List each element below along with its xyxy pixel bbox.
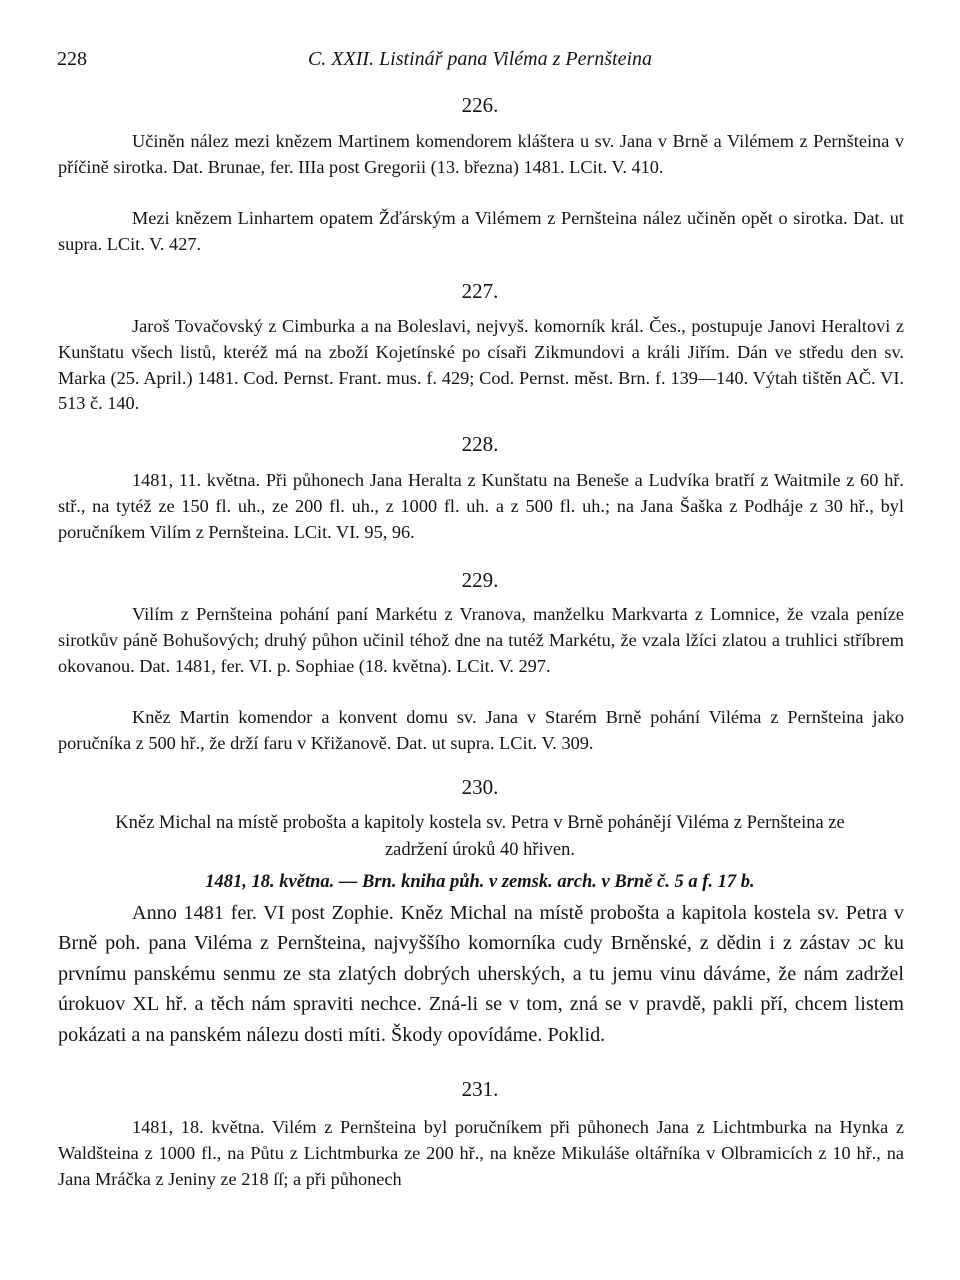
page-number: 228: [57, 48, 87, 70]
entry-226-paragraph-1: Učiněn nález mezi knězem Martinem komendorem kláštera u sv. Jana v Brně a Vilémem z Pernšteina v příčině sirotka. Dat. Brunae, fer. IIIa post Gregorii (13. března) 1481. LCit. V. 410.: [58, 131, 904, 177]
entry-226-paragraph-2: Mezi knězem Linhartem opatem Žďárským a Vilémem z Pernšteina nález učiněn opět o sirotka. Dat. ut supra. LCit. V. 427.: [58, 208, 904, 254]
entry-number-228: 228.: [461, 432, 499, 456]
entry-number-231: 231.: [461, 1077, 499, 1101]
entry-229-paragraph-2: Kněz Martin komendor a konvent domu sv. Jana v Starém Brně pohání Viléma z Pernšteina jako poručníka z 500 hř., že drží faru v Křižanově. Dat. ut supra. LCit. V. 309.: [58, 707, 904, 753]
running-title: C. XXII. Listinář pana Viléma z Pernšteina: [307, 48, 653, 70]
entry-227-paragraph-1: Jaroš Tovačovský z Cimburka a na Boleslavi, nejvyš. komorník král. Čes., postupuje Janovi Heraltovi z Kunštatu všech listů, kteréž má na zboží Kojetínské po císaři Zikmundovi a králi Jiřím. Dán ve středu den sv. Marka (25. April.) 1481. Cod. Pernst. Frant. mus. f. 429; Cod. Pernst. měst. Brn. f. 139—140. Výtah tištěn AČ. VI. 513 č. 140.: [58, 316, 904, 414]
entry-230-text: Anno 1481 fer. VI post Zophie. Kněz Michal na místě probošta a kapitola kostela sv. Petra v Brně poh. pana Viléma z Pernšteina, najvyššího komorníka cudy Brněnské, z dědin i z zástav ɔc ku prvnímu panskému senmu ze sta zlatých dobrých uherských, a tu jemu vinu dáváme, že nám zadržel úrokuov XL hř. a těch nám spraviti nechce. Zná-li se v tom, zná se v pravdě, pakli pří, chcem listem pokázati a na panském nálezu dosti míti. Škody opovídáme. Poklid.: [58, 902, 904, 1046]
entry-number-229: 229.: [461, 568, 499, 592]
entry-number-227: 227.: [461, 279, 499, 303]
entry-228-paragraph-1: 1481, 11. května. Při půhonech Jana Heralta z Kunštatu na Beneše a Ludvíka bratří z Waitmile z 60 hř. stř., na tytéž ze 150 fl. uh., ze 200 fl. uh., z 1000 fl. uh. a z 500 fl. uh.; na Jana Šaška z Podhájе z 30 hř., byl poručníkem Vilím z Pernšteina. LCit. VI. 95, 96.: [58, 470, 904, 542]
entry-231-paragraph-1: 1481, 18. května. Vilém z Pernšteina byl poručníkem při půhonech Jana z Lichtmburka na Hynka z Waldšteina z 1000 fl., na Půtu z Lichtmburka ze 200 hř., na kněze Mikuláše oltářníka v Olbramicích z 10 hř., na Jana Mráčka z Jeniny ze 218 ſſ; a při půhonech: [58, 1117, 904, 1189]
entry-number-226: 226.: [461, 93, 499, 117]
entry-229-paragraph-1: Vilím z Pernšteina pohání paní Markétu z Vranova, manželku Markvarta z Lomnice, že vzala peníze sirotkův páně Bohušových; druhý půhon učinil téhož dne na tutéž Markétu, že vzala lžíci zlatou a truhlici stříbrem okovanou. Dat. 1481, fer. VI. p. Sophiae (18. května). LCit. V. 297.: [58, 604, 904, 676]
entry-230-summary: Kněz Michal na místě probošta a kapitoly kostela sv. Petra v Brně pohánějí Viléma z Pernšteina ze zadržení úroků 40 hřiven.: [115, 813, 845, 860]
entry-number-230: 230.: [461, 775, 499, 799]
entry-230-source: 1481, 18. května. — Brn. kniha půh. v zemsk. arch. v Brně č. 5 a f. 17 b.: [205, 872, 755, 892]
